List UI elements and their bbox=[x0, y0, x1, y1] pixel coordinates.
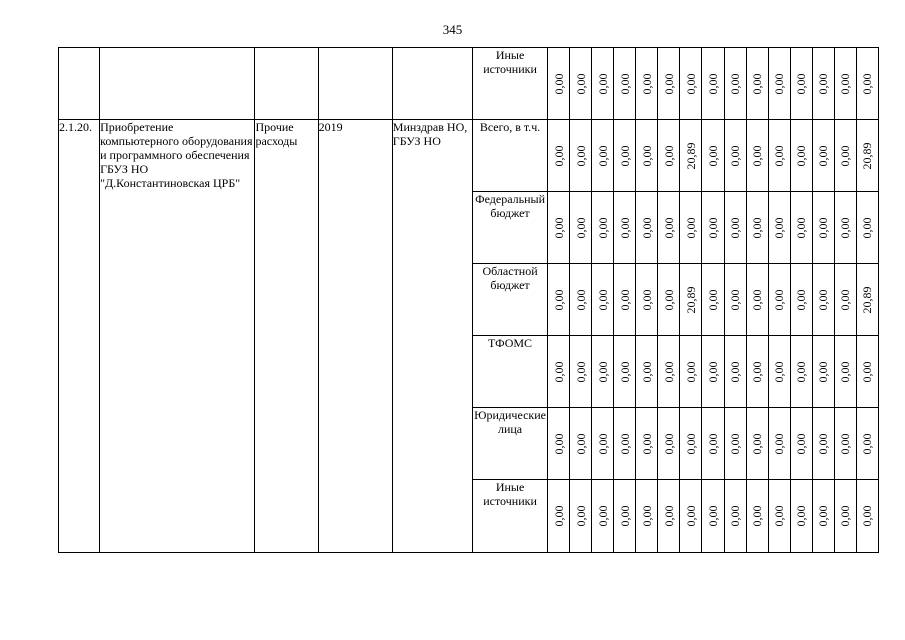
year: 2019 bbox=[318, 120, 392, 553]
value-cell bbox=[592, 336, 614, 408]
value-text: 0,00 bbox=[750, 433, 765, 454]
value-cell bbox=[790, 480, 812, 553]
value-text: 0,00 bbox=[705, 73, 720, 94]
value-text: 0,00 bbox=[750, 289, 765, 310]
value-text: 0,00 bbox=[683, 217, 698, 238]
value-cell bbox=[790, 120, 812, 192]
value-cell bbox=[724, 48, 746, 120]
value-text: 0,00 bbox=[573, 505, 588, 527]
source-cell: Юридические лица bbox=[472, 408, 547, 480]
value-text: 0,00 bbox=[639, 289, 654, 310]
value-text: 0,00 bbox=[860, 433, 875, 454]
value-cell bbox=[614, 192, 636, 264]
value-text: 0,00 bbox=[860, 217, 875, 238]
value-cell bbox=[724, 264, 746, 336]
value-cell bbox=[834, 264, 856, 336]
value-cell bbox=[724, 336, 746, 408]
value-text: 0,00 bbox=[573, 145, 588, 166]
expense-type: Прочие расходы bbox=[255, 120, 318, 553]
value-cell bbox=[702, 264, 724, 336]
value-text: 0,00 bbox=[772, 289, 787, 310]
value-text: 0,00 bbox=[750, 361, 765, 382]
value-cell bbox=[790, 408, 812, 480]
value-cell bbox=[570, 336, 592, 408]
value-cell bbox=[614, 48, 636, 120]
value-cell bbox=[702, 120, 724, 192]
value-text: 0,00 bbox=[794, 145, 809, 166]
value-text: 0,00 bbox=[750, 217, 765, 238]
value-text: 0,00 bbox=[816, 145, 831, 166]
value-text: 0,00 bbox=[551, 361, 566, 382]
value-text: 0,00 bbox=[595, 217, 610, 238]
value-cell bbox=[658, 480, 680, 553]
value-text: 0,00 bbox=[573, 361, 588, 382]
value-cell bbox=[856, 480, 878, 553]
value-text: 0,00 bbox=[595, 145, 610, 166]
value-text: 0,00 bbox=[705, 145, 720, 166]
value-cell bbox=[724, 120, 746, 192]
value-cell bbox=[768, 480, 790, 553]
value-cell bbox=[768, 264, 790, 336]
value-text: 0,00 bbox=[573, 217, 588, 238]
value-cell bbox=[812, 264, 834, 336]
value-text: 0,00 bbox=[617, 361, 632, 382]
value-cell bbox=[592, 480, 614, 553]
value-text: 0,00 bbox=[860, 361, 875, 382]
value-cell bbox=[570, 120, 592, 192]
source-cell: Областной бюджет bbox=[472, 264, 547, 336]
value-text: 0,00 bbox=[860, 73, 875, 94]
value-text: 0,00 bbox=[617, 145, 632, 166]
value-text: 0,00 bbox=[772, 217, 787, 238]
value-text: 0,00 bbox=[705, 217, 720, 238]
value-text: 0,00 bbox=[683, 505, 698, 527]
value-text: 0,00 bbox=[794, 505, 809, 527]
value-text: 0,00 bbox=[661, 433, 676, 454]
value-text: 0,00 bbox=[728, 433, 743, 454]
value-cell bbox=[658, 408, 680, 480]
value-cell bbox=[768, 408, 790, 480]
value-cell bbox=[790, 336, 812, 408]
value-text: 0,00 bbox=[794, 73, 809, 94]
empty-cell bbox=[100, 48, 255, 120]
value-cell bbox=[680, 120, 702, 192]
value-cell bbox=[636, 336, 658, 408]
value-cell bbox=[592, 120, 614, 192]
value-cell bbox=[812, 480, 834, 553]
value-cell bbox=[570, 264, 592, 336]
value-cell bbox=[812, 408, 834, 480]
value-text: 0,00 bbox=[705, 433, 720, 454]
value-text: 0,00 bbox=[639, 505, 654, 527]
source-cell: Иные источники bbox=[472, 480, 547, 553]
source-cell: Всего, в т.ч. bbox=[472, 120, 547, 192]
value-text: 0,00 bbox=[750, 145, 765, 166]
value-text: 0,00 bbox=[661, 145, 676, 166]
value-cell bbox=[680, 336, 702, 408]
value-text: 0,00 bbox=[683, 433, 698, 454]
value-text: 20,89 bbox=[860, 142, 875, 169]
value-text: 0,00 bbox=[838, 433, 853, 454]
value-text: 0,00 bbox=[794, 433, 809, 454]
value-cell bbox=[856, 408, 878, 480]
value-cell bbox=[724, 192, 746, 264]
value-text: 0,00 bbox=[551, 289, 566, 310]
value-text: 0,00 bbox=[551, 217, 566, 238]
value-text: 0,00 bbox=[794, 361, 809, 382]
value-text: 0,00 bbox=[683, 73, 698, 94]
value-cell bbox=[680, 192, 702, 264]
value-cell bbox=[746, 408, 768, 480]
value-cell bbox=[636, 264, 658, 336]
value-text: 0,00 bbox=[551, 145, 566, 166]
value-cell bbox=[812, 120, 834, 192]
value-cell bbox=[636, 48, 658, 120]
table-row bbox=[59, 48, 879, 120]
value-cell bbox=[856, 192, 878, 264]
value-text: 0,00 bbox=[750, 505, 765, 527]
item-number: 2.1.20. bbox=[59, 120, 100, 553]
value-text: 0,00 bbox=[573, 73, 588, 94]
value-cell bbox=[614, 408, 636, 480]
value-text: 0,00 bbox=[705, 361, 720, 382]
value-cell bbox=[768, 336, 790, 408]
value-cell bbox=[856, 264, 878, 336]
value-cell bbox=[790, 192, 812, 264]
value-text: 0,00 bbox=[838, 145, 853, 166]
source-cell: ТФОМС bbox=[472, 336, 547, 408]
value-cell bbox=[856, 336, 878, 408]
value-text: 0,00 bbox=[816, 433, 831, 454]
value-cell bbox=[592, 264, 614, 336]
value-text: 0,00 bbox=[639, 145, 654, 166]
value-text: 0,00 bbox=[639, 433, 654, 454]
value-cell bbox=[702, 480, 724, 553]
table-body bbox=[59, 48, 879, 553]
value-text: 0,00 bbox=[617, 217, 632, 238]
value-text: 0,00 bbox=[816, 289, 831, 310]
value-cell bbox=[680, 48, 702, 120]
value-cell bbox=[680, 408, 702, 480]
value-cell bbox=[856, 120, 878, 192]
value-cell bbox=[548, 480, 570, 553]
value-cell bbox=[834, 120, 856, 192]
value-cell bbox=[724, 480, 746, 553]
value-cell bbox=[768, 48, 790, 120]
value-cell bbox=[636, 408, 658, 480]
value-cell bbox=[658, 264, 680, 336]
value-cell bbox=[746, 192, 768, 264]
value-text: 20,89 bbox=[860, 286, 875, 313]
value-cell bbox=[658, 192, 680, 264]
value-text: 0,00 bbox=[595, 505, 610, 527]
executor: Минздрав НО, ГБУЗ НО bbox=[392, 120, 472, 553]
value-cell bbox=[592, 192, 614, 264]
value-text: 0,00 bbox=[661, 73, 676, 94]
value-text: 0,00 bbox=[683, 361, 698, 382]
financing-table bbox=[58, 47, 879, 553]
value-cell bbox=[834, 48, 856, 120]
value-text: 0,00 bbox=[772, 73, 787, 94]
value-text: 0,00 bbox=[639, 217, 654, 238]
value-cell bbox=[834, 480, 856, 553]
source-cell: Иные источники bbox=[472, 48, 547, 120]
value-cell bbox=[724, 408, 746, 480]
value-cell bbox=[834, 408, 856, 480]
value-text: 0,00 bbox=[728, 217, 743, 238]
value-cell bbox=[658, 48, 680, 120]
value-cell bbox=[746, 120, 768, 192]
value-cell bbox=[790, 264, 812, 336]
value-cell bbox=[570, 408, 592, 480]
value-text: 0,00 bbox=[838, 505, 853, 527]
value-text: 0,00 bbox=[639, 361, 654, 382]
value-text: 0,00 bbox=[661, 505, 676, 527]
value-text: 0,00 bbox=[617, 73, 632, 94]
value-text: 0,00 bbox=[772, 145, 787, 166]
value-cell bbox=[548, 48, 570, 120]
empty-cell bbox=[255, 48, 318, 120]
value-text: 20,89 bbox=[683, 286, 698, 313]
value-cell bbox=[834, 192, 856, 264]
value-text: 0,00 bbox=[860, 505, 875, 527]
value-text: 0,00 bbox=[816, 73, 831, 94]
value-cell bbox=[592, 48, 614, 120]
value-text: 0,00 bbox=[816, 361, 831, 382]
value-cell bbox=[790, 48, 812, 120]
value-text: 0,00 bbox=[816, 217, 831, 238]
value-text: 0,00 bbox=[772, 433, 787, 454]
value-cell bbox=[636, 120, 658, 192]
empty-cell bbox=[392, 48, 472, 120]
value-text: 0,00 bbox=[661, 217, 676, 238]
value-cell bbox=[702, 48, 724, 120]
value-cell bbox=[856, 48, 878, 120]
value-text: 0,00 bbox=[705, 505, 720, 527]
value-cell bbox=[570, 48, 592, 120]
value-text: 0,00 bbox=[595, 73, 610, 94]
value-text: 0,00 bbox=[705, 289, 720, 310]
value-cell bbox=[548, 120, 570, 192]
value-text: 0,00 bbox=[595, 289, 610, 310]
value-cell bbox=[834, 336, 856, 408]
value-cell bbox=[702, 408, 724, 480]
value-cell bbox=[746, 48, 768, 120]
value-text: 0,00 bbox=[617, 433, 632, 454]
empty-cell bbox=[59, 48, 100, 120]
table-row bbox=[59, 120, 879, 192]
value-cell bbox=[636, 480, 658, 553]
value-cell bbox=[746, 336, 768, 408]
value-cell bbox=[614, 264, 636, 336]
source-cell: Федеральный бюджет bbox=[472, 192, 547, 264]
value-cell bbox=[680, 264, 702, 336]
value-cell bbox=[746, 480, 768, 553]
value-cell bbox=[548, 264, 570, 336]
value-cell bbox=[768, 120, 790, 192]
value-text: 0,00 bbox=[816, 505, 831, 527]
item-name: Приобретение компьютерного оборудования и программного обеспечения ГБУЗ НО "Д.Константиновская ЦРБ" bbox=[100, 120, 255, 553]
value-text: 0,00 bbox=[551, 73, 566, 94]
value-cell bbox=[592, 408, 614, 480]
value-cell bbox=[614, 120, 636, 192]
value-cell bbox=[548, 192, 570, 264]
value-cell bbox=[658, 120, 680, 192]
value-text: 0,00 bbox=[617, 505, 632, 527]
value-cell bbox=[680, 480, 702, 553]
value-text: 0,00 bbox=[838, 361, 853, 382]
value-cell bbox=[548, 408, 570, 480]
value-text: 0,00 bbox=[728, 361, 743, 382]
value-text: 0,00 bbox=[661, 361, 676, 382]
value-text: 0,00 bbox=[551, 505, 566, 527]
value-text: 0,00 bbox=[838, 73, 853, 94]
value-text: 0,00 bbox=[639, 73, 654, 94]
value-cell bbox=[548, 336, 570, 408]
value-cell bbox=[812, 48, 834, 120]
value-text: 0,00 bbox=[661, 289, 676, 310]
value-text: 0,00 bbox=[772, 361, 787, 382]
value-text: 0,00 bbox=[838, 217, 853, 238]
value-text: 0,00 bbox=[728, 289, 743, 310]
value-cell bbox=[658, 336, 680, 408]
value-text: 0,00 bbox=[595, 433, 610, 454]
page-number: 345 bbox=[442, 22, 463, 37]
value-text: 0,00 bbox=[573, 433, 588, 454]
value-text: 0,00 bbox=[838, 289, 853, 310]
value-text: 0,00 bbox=[551, 433, 566, 454]
value-cell bbox=[570, 192, 592, 264]
value-text: 0,00 bbox=[728, 505, 743, 527]
value-text: 0,00 bbox=[772, 505, 787, 527]
value-cell bbox=[812, 192, 834, 264]
value-text: 0,00 bbox=[794, 217, 809, 238]
value-cell bbox=[812, 336, 834, 408]
value-text: 0,00 bbox=[794, 289, 809, 310]
value-text: 0,00 bbox=[728, 73, 743, 94]
empty-cell bbox=[318, 48, 392, 120]
value-text: 0,00 bbox=[750, 73, 765, 94]
value-text: 0,00 bbox=[617, 289, 632, 310]
value-cell bbox=[614, 480, 636, 553]
value-text: 0,00 bbox=[728, 145, 743, 166]
value-text: 0,00 bbox=[573, 289, 588, 310]
value-text: 20,89 bbox=[683, 142, 698, 169]
value-text: 0,00 bbox=[595, 361, 610, 382]
value-cell bbox=[636, 192, 658, 264]
value-cell bbox=[746, 264, 768, 336]
value-cell bbox=[614, 336, 636, 408]
value-cell bbox=[768, 192, 790, 264]
value-cell bbox=[570, 480, 592, 553]
value-cell bbox=[702, 192, 724, 264]
value-cell bbox=[702, 336, 724, 408]
